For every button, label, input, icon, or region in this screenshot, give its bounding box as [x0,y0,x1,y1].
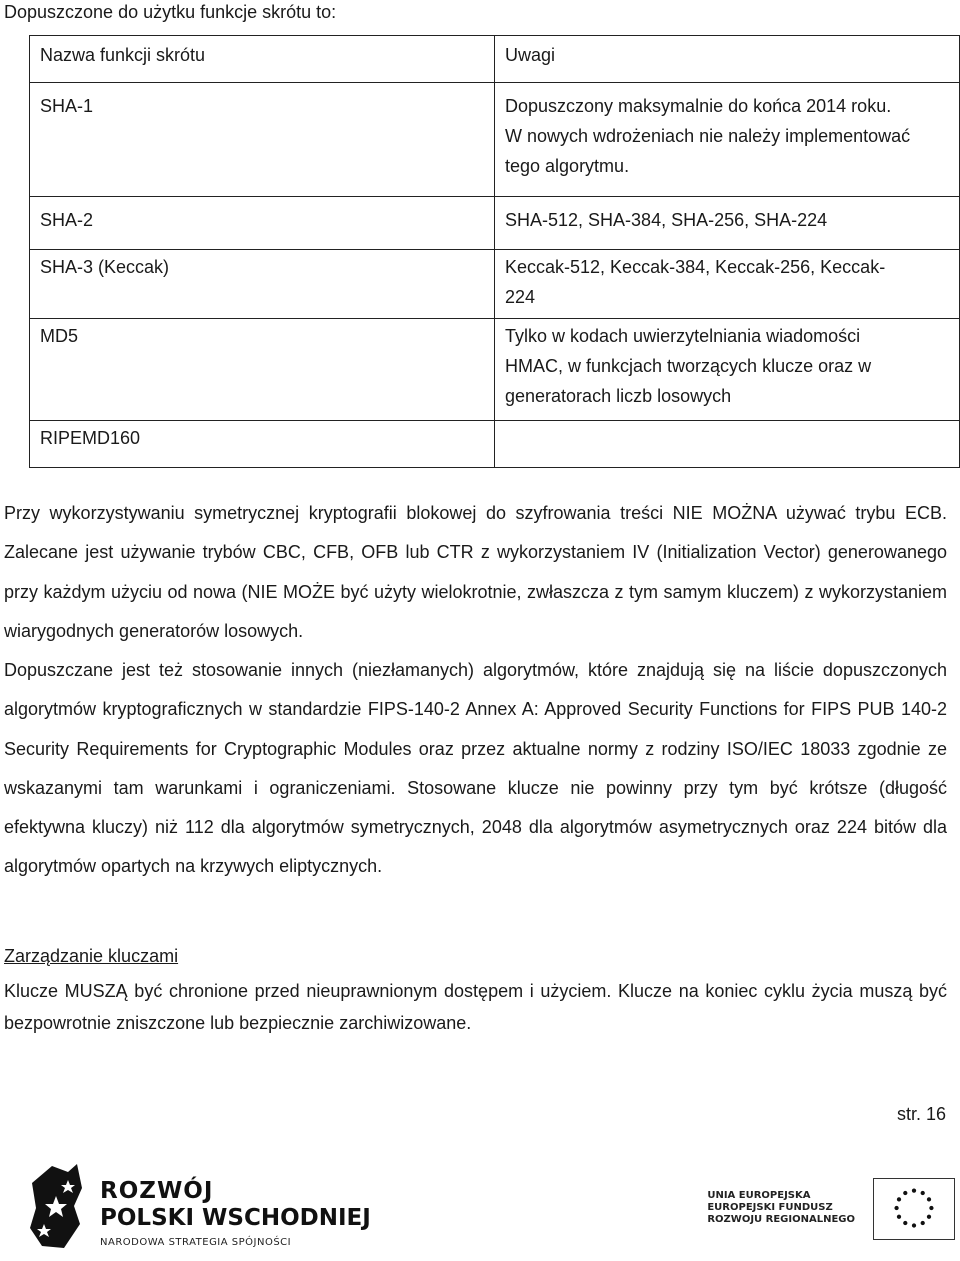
note-line: Keccak-512, Keccak-384, Keccak-256, Keccak- [505,257,886,277]
hash-note [495,83,960,197]
table-row [30,197,960,250]
header-name: Nazwa funkcji skrótu [30,36,495,83]
table-row [30,421,960,468]
logo-line-2: POLSKI WSCHODNIEJ [100,1205,371,1231]
note-line: 224 [505,287,536,307]
paragraph-ecb: Przy wykorzystywaniu symetrycznej kryptografii blokowej do szyfrowania treści NIE MOŻNA używać trybu ECB. Zalecane jest używanie trybów CBC, CFB, OFB lub CTR z wykorzystaniem IV (Initialization Vector) generowanego przy każdym użyciu od nowa (NIE MOŻE być użyty wielokrotnie, zwłaszcza z tym samym kluczem) z wykorzystaniem wiarygodnych generatorów losowych. [4,503,947,641]
table-row [30,250,960,319]
table-row [30,83,960,197]
map-emblem-icon [22,1158,92,1253]
note-line: generatorach liczb losowych [505,386,732,406]
header-notes: Uwagi [495,36,960,83]
table-header-row [30,36,960,83]
note-line: HMAC, w funkcjach tworzących klucze oraz w [505,356,872,376]
eu-line-2: EUROPEJSKI FUNDUSZ [707,1202,833,1213]
hash-name: SHA-2 [30,197,495,250]
eu-line-3: ROZWOJU REGIONALNEGO [707,1214,855,1225]
hash-name: RIPEMD160 [30,421,495,468]
hash-name: MD5 [30,319,495,421]
eu-text [707,1190,855,1226]
section-heading: Zarządzanie kluczami [4,946,179,966]
note-line: SHA-512, SHA-384, SHA-256, SHA-224 [505,210,828,230]
paragraph-key-management: Klucze MUSZĄ być chronione przed nieuprawnionym dostępem i użyciem. Klucze na koniec cyklu życia muszą być bezpowrotnie zniszczone lub bezpiecznie zarchiwizowane. [4,981,947,1033]
note-line: tego algorytmu. [505,156,630,176]
eu-line-1: UNIA EUROPEJSKA [707,1190,811,1201]
hash-note [495,197,960,250]
paragraph-algorithms: Dopuszczane jest też stosowanie innych (niezłamanych) algorytmów, które znajdują się na liście dopuszczonych algorytmów kryptograficznych w standardzie FIPS-140-2 Annex A: Approved Security Functions for FIPS PUB 140-2 Security Requirements for Cryptographic Modules oraz przez aktualne normy z rodziny ISO/IEC 18033 zgodnie ze wskazanymi tam warunkami i ograniczeniami. Stosowane klucze nie powinny przy tym być krótsze (długość efektywna kluczy) niż 112 dla algorytmów symetrycznych, 2048 dla algorytmów asymetrycznych oraz 224 bitów dla algorytmów opartych na krzywych eliptycznych. [4,660,947,877]
hash-note [495,319,960,421]
note-line: W nowych wdrożeniach nie należy implementować [505,126,911,146]
logo-line-3: NARODOWA STRATEGIA SPÓJNOŚCI [100,1237,292,1248]
intro-text: Dopuszczone do użytku funkcje skrótu to: [4,2,337,22]
rozwoj-logo [22,1158,382,1253]
hash-functions-table [29,35,960,468]
page-number: str. 16 [896,1104,946,1124]
hash-name: SHA-1 [30,83,495,197]
eu-logo [680,1178,955,1258]
table-row [30,319,960,421]
eu-flag-icon [873,1178,955,1240]
hash-note [495,421,960,468]
hash-note [495,250,960,319]
logo-line-1: ROZWÓJ [100,1178,214,1204]
note-line: Dopuszczony maksymalnie do końca 2014 roku. [505,96,892,116]
note-line: Tylko w kodach uwierzytelniania wiadomości [505,326,861,346]
hash-name: SHA-3 (Keccak) [30,250,495,319]
